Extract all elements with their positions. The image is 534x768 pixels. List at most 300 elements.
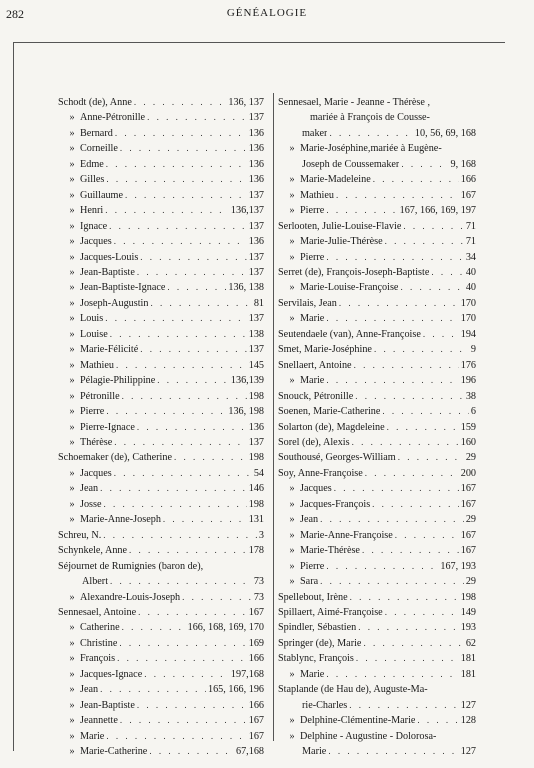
entry-name: François: [80, 653, 116, 665]
entry-name: Marie-Julie-Thérèse: [300, 236, 383, 248]
dot-leader: [132, 95, 226, 110]
dot-leader: [135, 698, 247, 713]
dot-leader: [108, 327, 247, 342]
entry-name: Henri: [80, 205, 104, 217]
entry-name: Pierre: [80, 406, 105, 418]
entry-pages: 167: [460, 545, 476, 557]
index-entry: [58, 358, 264, 373]
entry-name: Jacques-Ignace: [80, 668, 143, 680]
entry-pages: 127: [460, 699, 476, 711]
dot-leader: [118, 141, 247, 156]
dot-leader: [135, 265, 247, 280]
entry-pages: 137: [248, 313, 264, 325]
entry-name: Schreu, N.: [58, 529, 102, 541]
entry-name: Louise: [80, 328, 108, 340]
index-entry: [58, 497, 264, 512]
entry-pages: 3: [258, 529, 264, 541]
running-head: GÉNÉALOGIE: [226, 7, 308, 19]
index-entry: [278, 481, 476, 496]
entry-pages: 194: [460, 328, 476, 340]
ditto-mark: »: [289, 514, 295, 526]
entry-pages: 137: [248, 112, 264, 124]
ditto-mark: »: [289, 236, 295, 248]
entry-pages: 137: [248, 189, 264, 201]
index-entry: [58, 327, 264, 342]
index-entry: [58, 219, 264, 234]
dot-leader: [161, 512, 247, 527]
entry-name: Marie-Anne-Joseph: [80, 514, 161, 526]
dot-leader: [385, 420, 459, 435]
dot-leader: [393, 528, 459, 543]
dot-leader: [370, 497, 459, 512]
dot-leader: [112, 466, 252, 481]
index-entry: [278, 404, 476, 419]
entry-pages: 193: [460, 622, 476, 634]
dot-leader: [138, 250, 246, 265]
entry-name: Guillaume: [80, 189, 124, 201]
index-entry: [58, 250, 264, 265]
index-entry: [58, 590, 264, 605]
entry-pages: 170: [460, 313, 476, 325]
index-entry: [58, 466, 264, 481]
index-entry: [278, 219, 476, 234]
dot-leader: [115, 651, 247, 666]
dot-leader: [348, 590, 459, 605]
index-entry: [278, 574, 476, 589]
index-entry: [58, 574, 264, 589]
dot-leader: [415, 713, 458, 728]
index-entry: [58, 141, 264, 156]
ditto-mark: »: [69, 699, 75, 711]
index-column-left: [58, 95, 264, 759]
entry-name: Christine: [80, 637, 118, 649]
index-entry: [58, 667, 264, 682]
dot-leader: [324, 559, 438, 574]
dot-leader: [142, 667, 229, 682]
entry-name: Solarton (de), Magdeleine: [278, 421, 385, 433]
index-entry: [58, 543, 264, 558]
dot-leader: [104, 729, 246, 744]
ditto-mark: »: [289, 668, 295, 680]
entry-name: Pierre: [300, 251, 325, 263]
entry-name: Thérèse: [80, 436, 113, 448]
ditto-mark: »: [69, 143, 75, 155]
entry-name: Séjournet de Rumignies (baron de),: [58, 560, 204, 572]
entry-name: Albert: [82, 576, 109, 588]
entry-pages: 167: [460, 189, 476, 201]
entry-pages: 137: [248, 436, 264, 448]
dot-leader: [429, 265, 463, 280]
dot-leader: [383, 234, 464, 249]
ditto-mark: »: [289, 205, 295, 217]
entry-name: Seutendaele (van), Anne-Françoise: [278, 328, 421, 340]
entry-pages: 136,137: [230, 205, 264, 217]
ditto-mark: »: [289, 251, 295, 263]
dot-leader: [98, 682, 206, 697]
ditto-mark: »: [69, 220, 75, 232]
dot-leader: [324, 373, 458, 388]
entry-name: Marie-Louise-Françoise: [300, 282, 399, 294]
dot-leader: [136, 605, 247, 620]
dot-leader: [318, 574, 464, 589]
entry-pages: 159: [460, 421, 476, 433]
index-entry: [58, 234, 264, 249]
dot-leader: [354, 651, 459, 666]
entry-name: Marie-Anne-Françoise: [300, 529, 393, 541]
dot-leader: [120, 620, 186, 635]
entry-name: Jean: [80, 483, 99, 495]
entry-name: Pierre-Ignace: [80, 421, 135, 433]
ditto-mark: »: [69, 344, 75, 356]
entry-pages: 170: [460, 297, 476, 309]
entry-pages: 136: [248, 421, 264, 433]
dot-leader: [104, 404, 226, 419]
entry-name: Spellebout, Irène: [278, 591, 348, 603]
dot-leader: [380, 404, 469, 419]
entry-pages: 181: [460, 668, 476, 680]
ditto-mark: »: [69, 622, 75, 634]
entry-name: Pélagie-Philippine: [80, 375, 156, 387]
entry-pages: 166: [248, 699, 264, 711]
dot-leader: [326, 744, 458, 759]
entry-pages: 128: [460, 715, 476, 727]
entry-pages: 6: [470, 406, 476, 418]
entry-pages: 198: [248, 498, 264, 510]
entry-pages: 40: [465, 266, 476, 278]
dot-leader: [107, 219, 247, 234]
ditto-mark: »: [289, 282, 295, 294]
index-entry: [278, 250, 476, 265]
ditto-mark: »: [69, 591, 75, 603]
entry-pages: 166: [460, 174, 476, 186]
ditto-mark: »: [69, 375, 75, 387]
entry-name: Marie: [300, 375, 325, 387]
dot-leader: [399, 157, 448, 172]
entry-pages: 167: [248, 606, 264, 618]
dot-leader: [332, 481, 459, 496]
entry-name: Marie-Catherine: [80, 746, 148, 758]
ditto-mark: »: [69, 467, 75, 479]
entry-name: Josse: [80, 498, 102, 510]
entry-name: Sennesael, Antoine: [58, 606, 137, 618]
index-entry: [278, 590, 476, 605]
index-entry: [278, 744, 476, 759]
entry-name: mariée à François de Cousse-: [310, 112, 430, 124]
index-entry: [58, 172, 264, 187]
index-entry: [278, 296, 476, 311]
ditto-mark: »: [69, 715, 75, 727]
entry-name: Jacques: [80, 467, 112, 479]
entry-name: Serlooten, Julie-Louise-Flavie: [278, 220, 402, 232]
ditto-mark: »: [289, 715, 295, 727]
index-entry: [58, 620, 264, 635]
dot-leader: [334, 188, 459, 203]
entry-pages: 29: [465, 452, 476, 464]
entry-pages: 167: [248, 730, 264, 742]
ditto-mark: »: [69, 251, 75, 263]
entry-pages: 71: [465, 220, 476, 232]
entry-name: Schoemaker (de), Catherine: [58, 452, 172, 464]
entry-name: Bernard: [80, 127, 113, 139]
index-entry: [278, 636, 476, 651]
entry-pages: 10, 56, 69, 168: [414, 127, 476, 139]
entry-pages: 137: [248, 220, 264, 232]
entry-pages: 137: [248, 344, 264, 356]
entry-name: Anne-Pétronille: [80, 112, 146, 124]
entry-name: Snouck, Pétronille: [278, 390, 354, 402]
entry-name: Jeannette: [80, 715, 118, 727]
dot-leader: [372, 342, 469, 357]
ditto-mark: »: [69, 421, 75, 433]
dot-leader: [401, 219, 463, 234]
index-entry: [278, 141, 476, 156]
entry-name: maker: [302, 127, 328, 139]
index-entry: [58, 528, 264, 543]
dot-leader: [120, 389, 247, 404]
entry-pages: 146: [248, 483, 264, 495]
entry-pages: 73: [253, 576, 264, 588]
index-entry: [58, 729, 264, 744]
dot-leader: [383, 605, 459, 620]
dot-leader: [324, 250, 463, 265]
entry-pages: 165, 166, 196: [207, 684, 264, 696]
ditto-mark: »: [289, 483, 295, 495]
entry-name: Marie: [300, 313, 325, 325]
dot-leader: [145, 110, 247, 125]
dot-leader: [102, 497, 247, 512]
ditto-mark: »: [69, 328, 75, 340]
index-entry: [278, 450, 476, 465]
entry-name: Servilais, Jean: [278, 297, 337, 309]
entry-name: Jean: [300, 514, 319, 526]
ditto-mark: »: [289, 375, 295, 387]
entry-pages: 136,139: [230, 375, 264, 387]
ditto-mark: »: [69, 730, 75, 742]
index-entry: [278, 559, 476, 574]
dot-leader: [172, 450, 247, 465]
ditto-mark: »: [69, 684, 75, 696]
entry-pages: 127: [460, 746, 476, 758]
dot-leader: [324, 311, 458, 326]
ditto-mark: »: [69, 406, 75, 418]
index-entry: [278, 389, 476, 404]
ditto-mark: »: [289, 560, 295, 572]
dot-leader: [327, 126, 412, 141]
entry-pages: 167: [460, 529, 476, 541]
index-entry: [58, 651, 264, 666]
entry-pages: 136: [248, 127, 264, 139]
entry-name: Sennesael, Marie - Jeanne - Thérèse ,: [278, 97, 430, 108]
entry-name: Springer (de), Marie: [278, 637, 362, 649]
index-entry: [58, 342, 264, 357]
ditto-mark: »: [289, 174, 295, 186]
dot-leader: [337, 296, 459, 311]
entry-name: Marie: [302, 746, 327, 758]
entry-pages: 136, 198: [228, 406, 264, 418]
ditto-mark: »: [69, 266, 75, 278]
entry-pages: 40: [465, 282, 476, 294]
entry-name: Soy, Anne-Françoise: [278, 467, 363, 479]
entry-pages: 9: [470, 344, 476, 356]
dot-leader: [118, 713, 247, 728]
entry-pages: 136: [248, 236, 264, 248]
entry-pages: 198: [460, 591, 476, 603]
ditto-mark: »: [69, 637, 75, 649]
index-entry: [278, 327, 476, 342]
entry-name: Spillaert, Aimé-Françoise: [278, 606, 383, 618]
index-column-right: [278, 95, 476, 759]
dot-leader: [155, 373, 229, 388]
entry-pages: 167: [248, 715, 264, 727]
index-entry: [58, 296, 264, 311]
dot-leader: [135, 420, 247, 435]
index-entry: [278, 512, 476, 527]
entry-pages: 167, 166, 169, 197: [399, 205, 476, 217]
entry-pages: 138: [248, 328, 264, 340]
page-number: 282: [6, 7, 24, 21]
entry-pages: 196: [460, 375, 476, 387]
entry-name: Delphine-Clémentine-Marie: [300, 715, 416, 727]
index-entry: [58, 280, 264, 295]
entry-pages: 200: [460, 467, 476, 479]
index-entry: [58, 559, 264, 574]
dot-leader: [123, 188, 247, 203]
dot-leader: [318, 512, 464, 527]
index-entry: [278, 682, 476, 697]
index-entry: [278, 420, 476, 435]
entry-name: Marie-Madeleine: [300, 174, 371, 186]
entry-pages: 167: [460, 498, 476, 510]
dot-leader: [361, 636, 463, 651]
entry-name: Staplande (de Hau de), Auguste-Ma-: [278, 684, 428, 696]
entry-name: Jean-Baptiste: [80, 699, 135, 711]
index-entry: [278, 188, 476, 203]
ditto-mark: »: [69, 297, 75, 309]
ditto-mark: »: [289, 545, 295, 557]
ditto-mark: »: [289, 143, 295, 155]
entry-pages: 71: [465, 236, 476, 248]
entry-name: Jacques-Louis: [80, 251, 139, 263]
entry-name: rie-Charles: [302, 699, 348, 711]
ditto-mark: »: [289, 189, 295, 201]
ditto-mark: »: [69, 205, 75, 217]
dot-leader: [360, 543, 459, 558]
entry-pages: 131: [248, 514, 264, 526]
entry-name: Delphine - Augustine - Dolorosa-: [300, 730, 437, 742]
index-entry: [278, 729, 476, 744]
dot-leader: [324, 203, 397, 218]
index-entry: [58, 404, 264, 419]
entry-pages: 136, 137: [228, 97, 264, 108]
index-entry: [58, 420, 264, 435]
dot-leader: [103, 203, 229, 218]
index-entry: [278, 110, 476, 125]
index-entry: [58, 188, 264, 203]
dot-leader: [421, 327, 459, 342]
dot-leader: [103, 311, 247, 326]
entry-pages: 54: [253, 467, 264, 479]
dot-leader: [165, 280, 226, 295]
entry-name: Pétronille: [80, 390, 120, 402]
ditto-mark: »: [69, 112, 75, 124]
index-entry: [58, 373, 264, 388]
dot-leader: [101, 528, 257, 543]
ditto-mark: »: [69, 282, 75, 294]
dot-leader: [98, 481, 247, 496]
ditto-mark: »: [69, 436, 75, 448]
entry-name: Pierre: [300, 205, 325, 217]
dot-leader: [138, 342, 246, 357]
index-entry: [278, 234, 476, 249]
ditto-mark: »: [69, 313, 75, 325]
index-entry: [58, 450, 264, 465]
entry-pages: 197,168: [230, 668, 264, 680]
index-entry: [278, 172, 476, 187]
ditto-mark: »: [69, 127, 75, 139]
entry-name: Stablync, François: [278, 653, 354, 665]
entry-name: Catherine: [80, 622, 120, 634]
dot-leader: [324, 667, 458, 682]
index-entry: [278, 528, 476, 543]
entry-pages: 167: [460, 483, 476, 495]
entry-name: Snellaert, Antoine: [278, 359, 352, 371]
index-entry: [278, 280, 476, 295]
index-entry: [278, 667, 476, 682]
ditto-mark: »: [69, 483, 75, 495]
entry-name: Mathieu: [300, 189, 334, 201]
entry-name: Serret (de), François-Joseph-Baptiste: [278, 266, 430, 278]
entry-pages: 29: [465, 514, 476, 526]
entry-name: Edme: [80, 158, 104, 170]
column-divider: [273, 93, 274, 741]
entry-name: Ignace: [80, 220, 108, 232]
dot-leader: [147, 744, 234, 759]
entry-name: Marie: [80, 730, 105, 742]
dot-leader: [356, 620, 458, 635]
entry-pages: 136: [248, 143, 264, 155]
dot-leader: [104, 172, 246, 187]
ditto-mark: »: [69, 653, 75, 665]
ditto-mark: »: [289, 529, 295, 541]
entry-name: Corneille: [80, 143, 118, 155]
dot-leader: [114, 358, 247, 373]
entry-name: Jean: [80, 684, 99, 696]
index-entry: [58, 682, 264, 697]
index-entry: [278, 358, 476, 373]
dot-leader: [112, 234, 247, 249]
entry-name: Sara: [300, 576, 319, 588]
index-entry: [278, 265, 476, 280]
ditto-mark: »: [69, 498, 75, 510]
index-entry: [58, 203, 264, 218]
entry-name: Sorel (de), Alexis: [278, 436, 350, 448]
entry-pages: 136: [248, 174, 264, 186]
dot-leader: [396, 450, 464, 465]
index-entry: [58, 389, 264, 404]
entry-name: Schodt (de), Anne: [58, 97, 132, 108]
ditto-mark: »: [69, 514, 75, 526]
ditto-mark: »: [69, 668, 75, 680]
index-entry: [58, 481, 264, 496]
entry-name: Spindler, Sébastien: [278, 622, 357, 634]
entry-name: Jean-Baptiste-Ignace: [80, 282, 166, 294]
entry-pages: 9, 168: [450, 158, 476, 170]
index-entry: [278, 620, 476, 635]
entry-pages: 29: [465, 576, 476, 588]
index-entry: [278, 543, 476, 558]
dot-leader: [347, 698, 458, 713]
entry-name: Gilles: [80, 174, 105, 186]
